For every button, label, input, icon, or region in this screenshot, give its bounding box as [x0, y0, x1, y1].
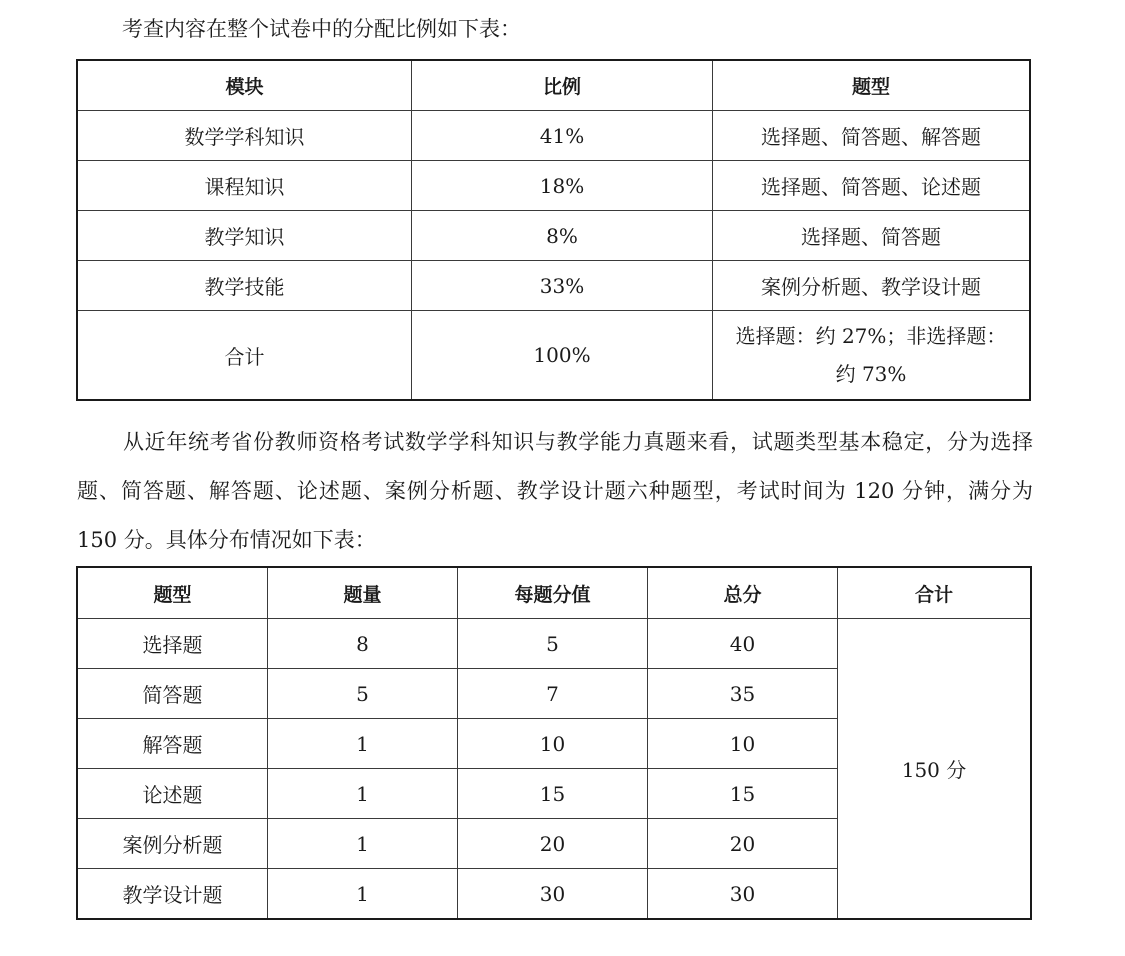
- total-points-cell: 30: [648, 869, 838, 919]
- question-type-cell: 选择题、简答题、论述题: [713, 161, 1030, 211]
- count-cell: 1: [268, 769, 458, 819]
- count-cell: 1: [268, 819, 458, 869]
- points-each-cell: 15: [458, 769, 648, 819]
- module-cell: 课程知识: [78, 161, 412, 211]
- question-type-cell: 案例分析题: [78, 819, 268, 869]
- header-question-count: 题量: [268, 568, 458, 619]
- question-type-cell: 选择题: [78, 619, 268, 669]
- table-row: [78, 211, 1030, 261]
- header-total-points: 总分: [648, 568, 838, 619]
- total-points-cell: 40: [648, 619, 838, 669]
- ratio-cell: 41%: [412, 111, 713, 161]
- ratio-cell: 100%: [412, 311, 713, 400]
- table-row: [78, 111, 1030, 161]
- module-cell: 教学知识: [78, 211, 412, 261]
- table-row: [78, 261, 1030, 311]
- content-distribution-table: [77, 60, 1030, 400]
- header-sum: 合计: [838, 568, 1031, 619]
- table-row: [78, 619, 1031, 669]
- intro-text: 考查内容在整个试卷中的分配比例如下表：: [122, 17, 521, 41]
- header-points-each: 每题分值: [458, 568, 648, 619]
- count-cell: 5: [268, 669, 458, 719]
- count-cell: 1: [268, 719, 458, 769]
- question-type-cell: 简答题: [78, 669, 268, 719]
- table-header-row: [78, 568, 1031, 619]
- total-points-cell: 15: [648, 769, 838, 819]
- points-each-cell: 20: [458, 819, 648, 869]
- module-cell: 教学技能: [78, 261, 412, 311]
- table-row: [78, 161, 1030, 211]
- ratio-cell: 8%: [412, 211, 713, 261]
- header-question-type: 题型: [713, 61, 1030, 111]
- points-each-cell: 7: [458, 669, 648, 719]
- ratio-cell: 33%: [412, 261, 713, 311]
- body-paragraph: 从近年统考省份教师资格考试数学学科知识与教学能力真题来看，试题类型基本稳定，分为选择题、简答题、解答题、论述题、案例分析题、教学设计题六种题型，考试时间为 120 分钟，满分为 150 分。具体分布情况如下表：: [77, 430, 1033, 552]
- header-ratio: 比例: [412, 61, 713, 111]
- points-each-cell: 5: [458, 619, 648, 669]
- module-cell: 数学学科知识: [78, 111, 412, 161]
- question-type-cell: 选择题、简答题: [713, 211, 1030, 261]
- count-cell: 1: [268, 869, 458, 919]
- merged-total-cell: 150 分: [838, 619, 1031, 919]
- question-type-cell: 案例分析题、教学设计题: [713, 261, 1030, 311]
- module-cell: 合计: [78, 311, 412, 400]
- header-question-type: 题型: [78, 568, 268, 619]
- total-points-cell: 35: [648, 669, 838, 719]
- header-module: 模块: [78, 61, 412, 111]
- table-total-row: [78, 311, 1030, 400]
- question-type-cell: 教学设计题: [78, 869, 268, 919]
- question-type-cell: 选择题：约 27%；非选择题：约 73%: [713, 311, 1030, 400]
- question-type-cell: 解答题: [78, 719, 268, 769]
- total-points-cell: 20: [648, 819, 838, 869]
- count-cell: 8: [268, 619, 458, 669]
- points-each-cell: 30: [458, 869, 648, 919]
- question-type-cell: 论述题: [78, 769, 268, 819]
- total-points-cell: 10: [648, 719, 838, 769]
- ratio-cell: 18%: [412, 161, 713, 211]
- question-distribution-table: [77, 567, 1031, 919]
- points-each-cell: 10: [458, 719, 648, 769]
- table-header-row: [78, 61, 1030, 111]
- question-type-cell: 选择题、简答题、解答题: [713, 111, 1030, 161]
